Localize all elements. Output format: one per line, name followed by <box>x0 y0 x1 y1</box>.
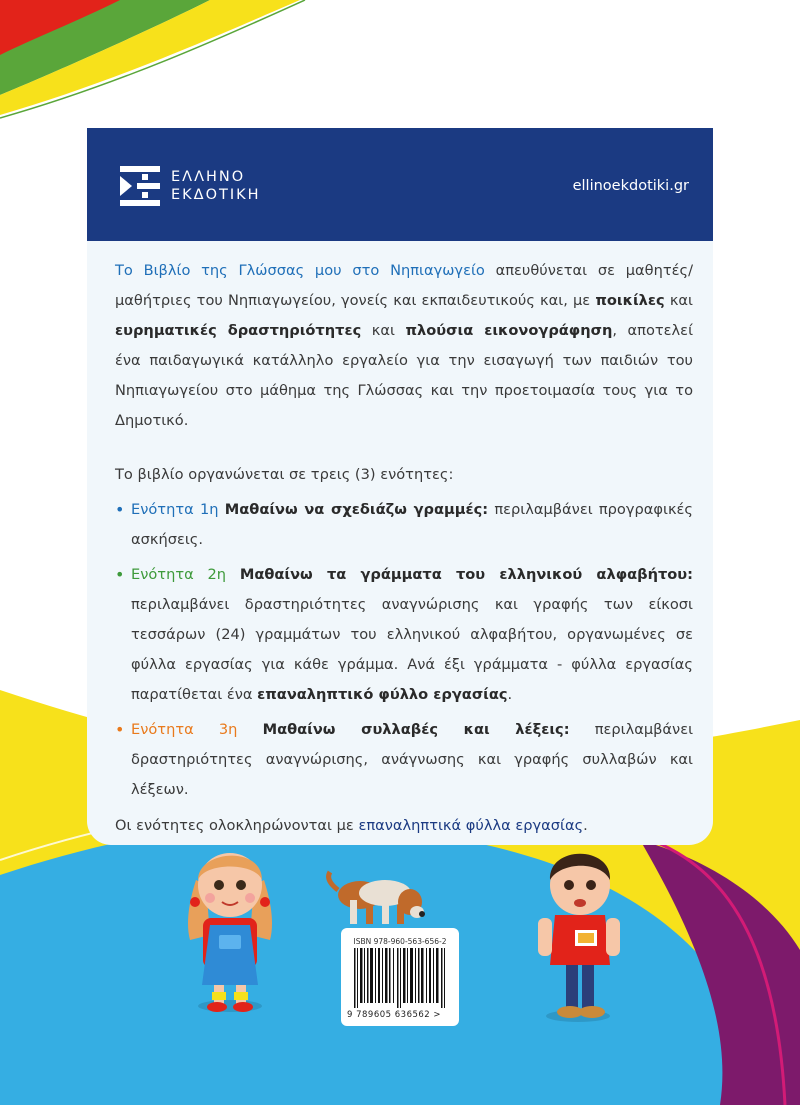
section-label: Ενότητα 3η <box>131 721 238 738</box>
section-text: περιλαμβάνει δραστηριότητες αναγνώρισης, ανάγνωσης και γραφής συλλαβών και λέξεων. <box>131 721 694 798</box>
closing-highlight: επαναληπτικά φύλλα εργασίας <box>358 817 584 834</box>
sections-list <box>115 495 693 805</box>
section-text: περιλαμβάνει προγραφικές ασκήσεις. <box>131 501 693 548</box>
barcode-digits: 9 789605 636562 > <box>347 1010 442 1020</box>
section-label: Ενότητα 2η <box>131 566 227 583</box>
intro-bold-3: πλούσια εικονογράφηση <box>405 322 613 339</box>
bullet-icon: • <box>115 720 125 739</box>
bullet-icon: • <box>115 565 125 584</box>
intro-text-4: , αποτελεί ένα παιδαγωγικά κατάλληλο εργαλείο για την εισαγωγή των παιδιών του Νηπιαγωγείου στο μάθημα της Γλώσσας και την προετοιμασία τους για το Δημοτικό. <box>115 322 694 429</box>
intro-bold-2: ευρηματικές δραστηριότητες <box>115 322 362 339</box>
section-title: Μαθαίνω να σχεδιάζω γραμμές: <box>224 501 489 518</box>
sections-intro: Το βιβλίο οργανώνεται σε τρεις (3) ενότητες: <box>115 466 454 483</box>
isbn-text: ISBN 978-960-563-656-2 <box>353 937 447 946</box>
bullet-icon: • <box>115 500 125 519</box>
section-label: Ενότητα 1η <box>131 501 219 518</box>
publisher-name <box>171 168 261 204</box>
intro-text-2: και <box>664 292 693 309</box>
website-link[interactable]: ellinoekdotiki.gr <box>572 178 689 194</box>
section-text: περιλαμβάνει δραστηριότητες αναγνώρισης και γραφής των είκοσι τεσσάρων (24) γραμμάτων του ελληνικού αλφαβήτου, οργανωμένες σε φύλλα εργασίας για κάθε γράμμα. Ανά έξι γράμματα - φύλλα εργασίας παρατίθεται ένα <box>131 596 693 703</box>
closing-text: Οι ενότητες ολοκληρώνονται με <box>115 817 359 834</box>
publisher-name-line1: ΕΛΛΗΝΟ <box>171 169 246 185</box>
publisher-header <box>87 128 713 241</box>
description <box>115 256 693 841</box>
barcode-bars <box>354 948 448 1008</box>
section-item-2 <box>115 560 693 710</box>
intro-text-1: απευθύνεται σε μαθητές/μαθήτριες του Νηπιαγωγείου, γονείς και εκπαιδευτικούς και, με <box>115 262 693 309</box>
barcode-box <box>341 928 459 1026</box>
publisher-name-line2: ΕΚΔΟΤΙΚΗ <box>171 187 261 203</box>
section-title: Μαθαίνω συλλαβές και λέξεις: <box>262 721 570 738</box>
intro-bold-1: ποικίλες <box>595 292 665 309</box>
section-extra-bold: επαναληπτικό φύλλο εργασίας <box>257 686 508 703</box>
section-end: . <box>507 686 513 703</box>
section-item-3 <box>115 715 693 805</box>
intro-text-3: και <box>361 322 406 339</box>
info-card <box>87 128 713 845</box>
book-title: Το Βιβλίο της Γλώσσας μου στο Νηπιαγωγείο <box>115 262 485 279</box>
intro-paragraph <box>115 256 693 436</box>
closing-end: . <box>583 817 588 834</box>
section-item-1 <box>115 495 693 555</box>
section-title: Μαθαίνω τα γράμματα του ελληνικού αλφαβήτου: <box>239 566 693 583</box>
publisher-logo-icon <box>120 166 160 206</box>
closing-paragraph <box>115 811 693 841</box>
